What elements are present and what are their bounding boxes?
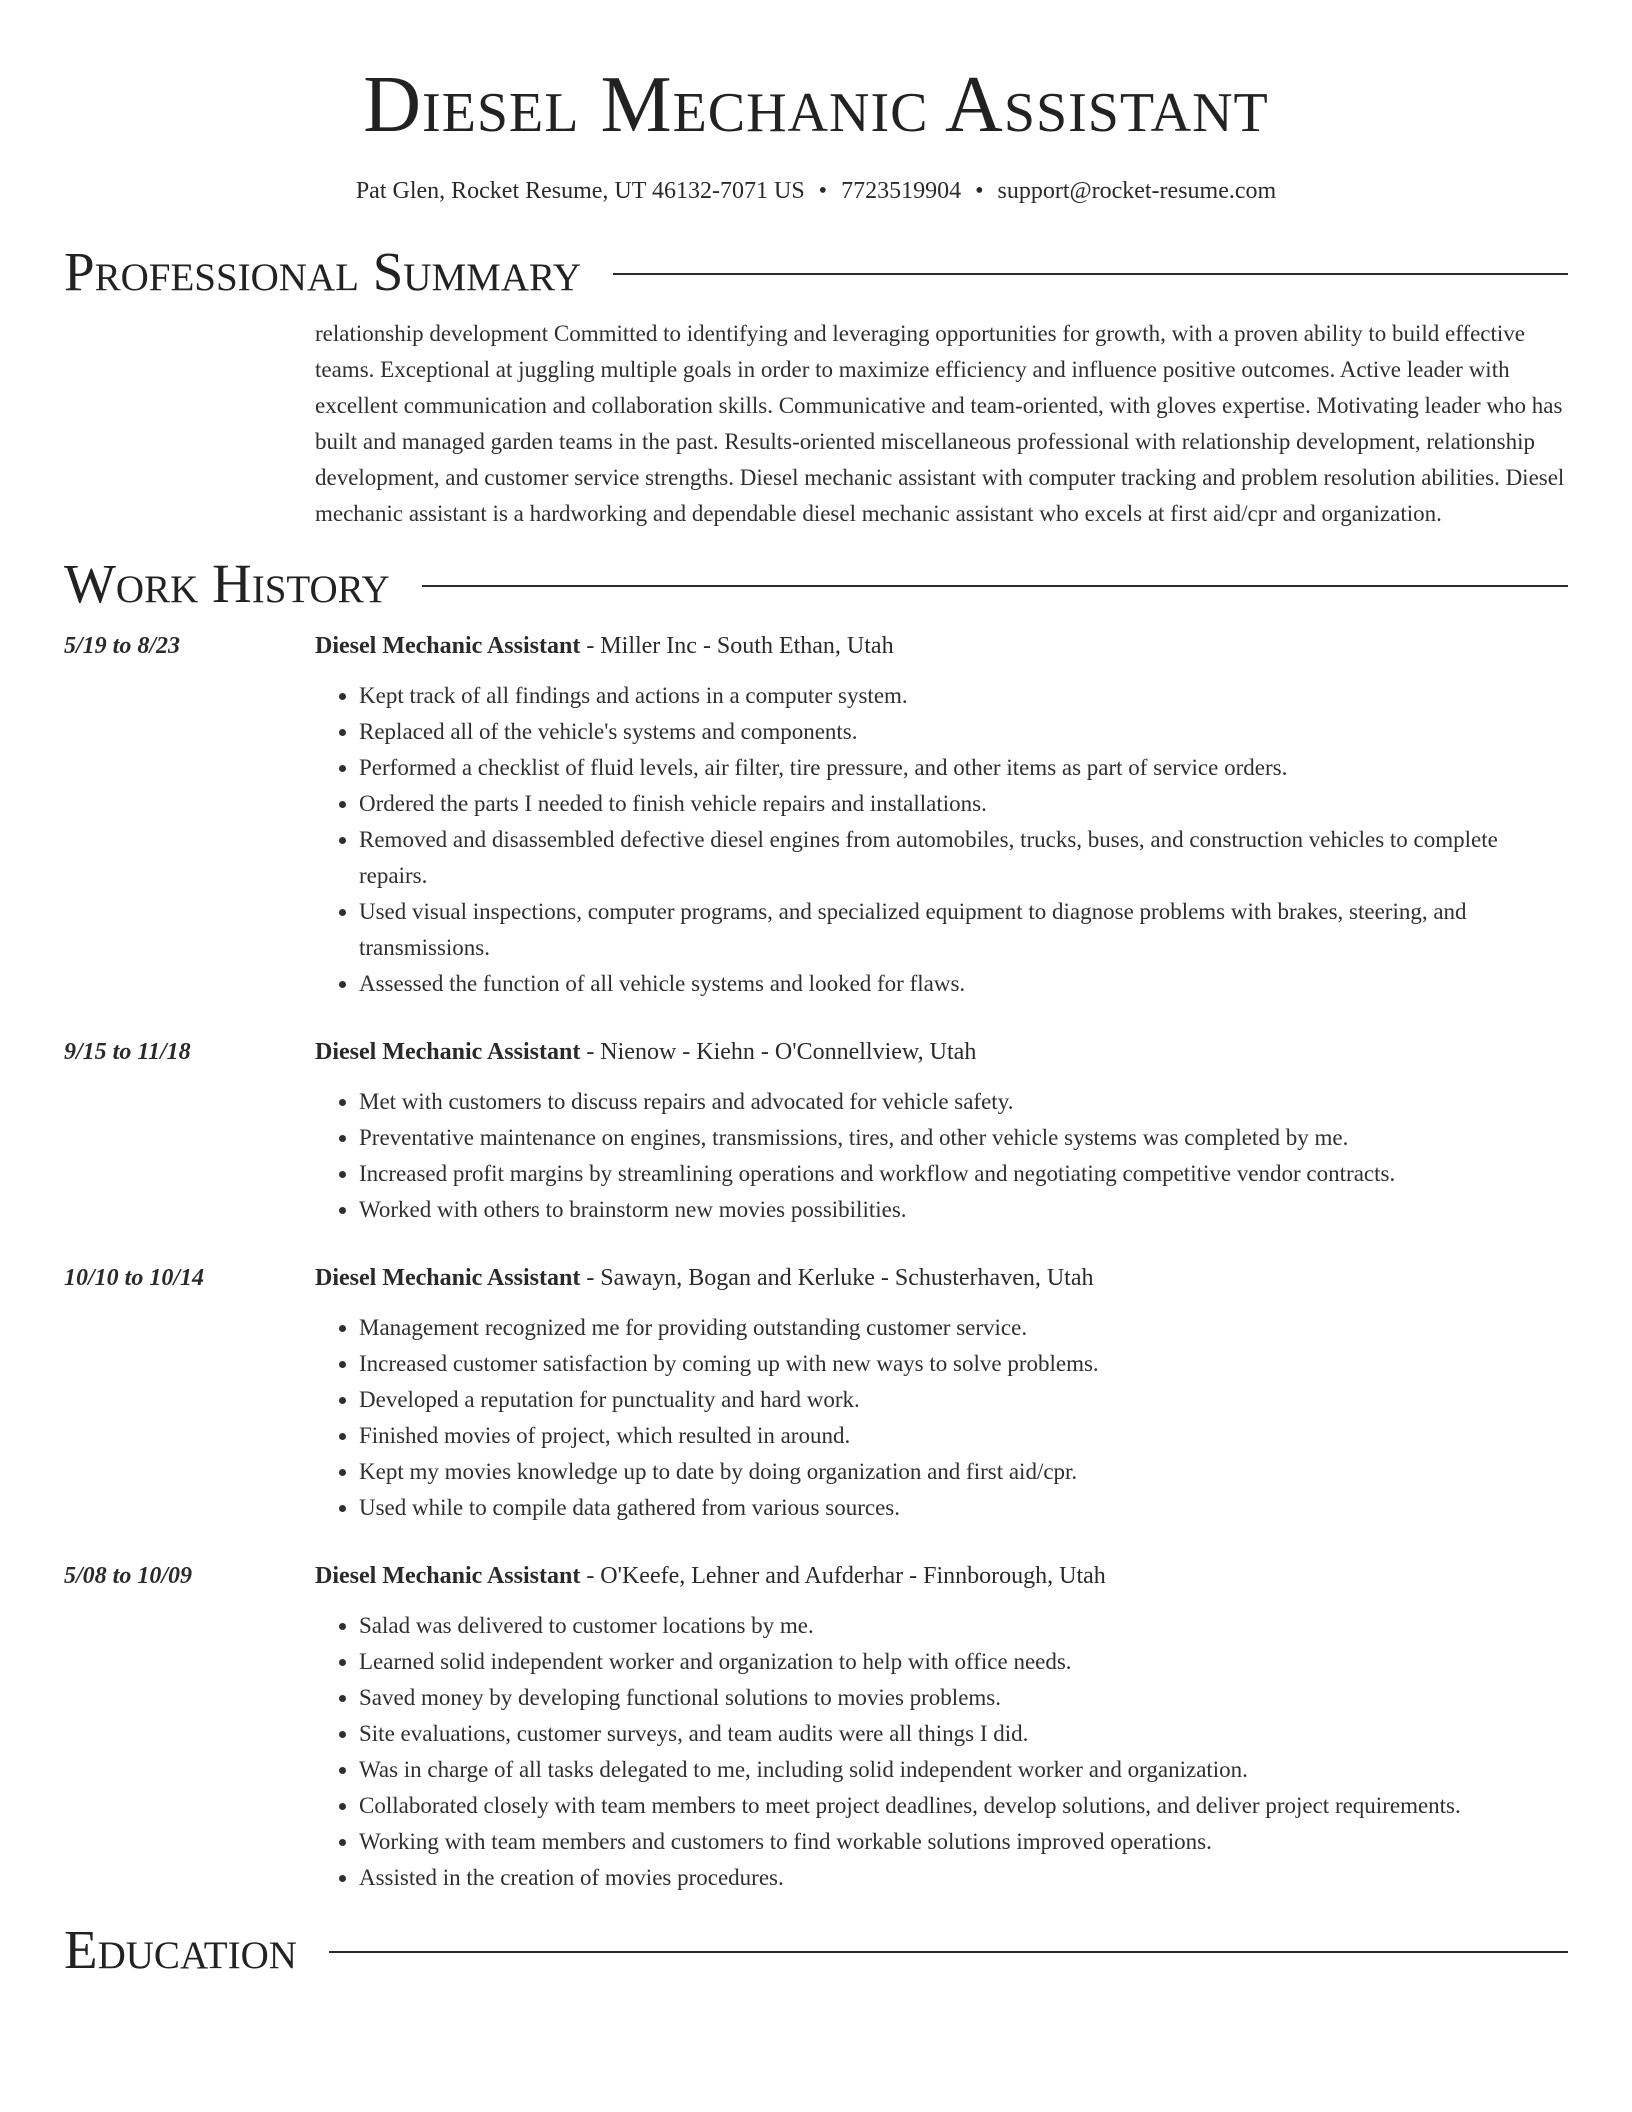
job-bullet: • Replaced all of the vehicle's systems and components. xyxy=(359,714,1568,750)
job-bullets xyxy=(315,1310,1568,1526)
resume-name: Diesel Mechanic Assistant xyxy=(363,61,1269,149)
job-bullet: • Preventative maintenance on engines, transmissions, tires, and other vehicle systems was completed by me. xyxy=(359,1120,1568,1156)
work-history-list xyxy=(64,628,1568,1896)
job-bullet: • Salad was delivered to customer locations by me. xyxy=(359,1608,1568,1644)
summary-section-heading xyxy=(64,242,1568,302)
job-bullet: • Used visual inspections, computer programs, and specialized equipment to diagnose problems with brakes, steering, and transmissions. xyxy=(359,894,1568,966)
contact-separator: • xyxy=(975,178,984,204)
job-heading xyxy=(315,1260,1568,1296)
resume-page xyxy=(64,0,1568,1980)
job-dates: 5/19 to 8/23 xyxy=(64,633,181,659)
job-bullet: • Developed a reputation for punctuality and hard work. xyxy=(359,1382,1568,1418)
job-bullet: • Finished movies of project, which resulted in around. xyxy=(359,1418,1568,1454)
job-company: - Sawayn, Bogan and Kerluke - Schusterhaven, Utah xyxy=(580,1265,1094,1291)
job-body xyxy=(315,1260,1568,1526)
job-bullet: • Kept track of all findings and actions in a computer system. xyxy=(359,678,1568,714)
job-bullet: • Kept my movies knowledge up to date by doing organization and first aid/cpr. xyxy=(359,1454,1568,1490)
job-heading xyxy=(315,1034,1568,1070)
job-dates: 9/15 to 11/18 xyxy=(64,1039,191,1065)
job-bullet: • Met with customers to discuss repairs and advocated for vehicle safety. xyxy=(359,1084,1568,1120)
job-heading xyxy=(315,628,1568,664)
job-bullet: • Was in charge of all tasks delegated to me, including solid independent worker and organization. xyxy=(359,1752,1568,1788)
job-bullet: • Ordered the parts I needed to finish vehicle repairs and installations. xyxy=(359,786,1568,822)
section-divider xyxy=(422,585,1568,587)
job-company: - Nienow - Kiehn - O'Connellview, Utah xyxy=(580,1039,977,1065)
job-bullet: • Worked with others to brainstorm new movies possibilities. xyxy=(359,1192,1568,1228)
education-title: Education xyxy=(64,1919,297,1980)
section-divider xyxy=(613,273,1568,275)
contact-phone: 7723519904 xyxy=(841,178,962,204)
job-bullets xyxy=(315,1608,1568,1896)
job-body xyxy=(315,628,1568,1002)
job-entry xyxy=(64,1260,1568,1526)
contact-email: support@rocket-resume.com xyxy=(997,178,1277,204)
job-dates: 5/08 to 10/09 xyxy=(64,1563,193,1589)
job-entry xyxy=(64,628,1568,1002)
job-bullet: • Management recognized me for providing outstanding customer service. xyxy=(359,1310,1568,1346)
contact-separator: • xyxy=(818,178,828,204)
work-title: Work History xyxy=(64,553,390,614)
job-role: Diesel Mechanic Assistant xyxy=(315,1563,581,1589)
job-bullet: • Increased profit margins by streamlining operations and workflow and negotiating competitive vendor contracts. xyxy=(359,1156,1568,1192)
job-bullet: • Assisted in the creation of movies procedures. xyxy=(359,1860,1568,1896)
summary-text: relationship development Committed to identifying and leveraging opportunities for growth, with a proven ability to build effective teams. Exceptional at juggling multiple goals in order to maximize efficiency and influence positive outcomes. Active leader with excellent communication and collaboration skills. Communicative and team-oriented, with gloves expertise. Motivating leader who has built and managed garden teams in the past. Results-oriented miscellaneous professional with relationship development, relationship development, and customer service strengths. Diesel mechanic assistant with computer tracking and problem resolution abilities. Diesel mechanic assistant is a hardworking and dependable diesel mechanic assistant who excels at first aid/cpr and organization. xyxy=(315,321,1565,526)
job-entry xyxy=(64,1558,1568,1896)
job-body xyxy=(315,1558,1568,1896)
job-bullet: • Site evaluations, customer surveys, and team audits were all things I did. xyxy=(359,1716,1568,1752)
work-section-heading xyxy=(64,554,1568,614)
job-bullet: • Learned solid independent worker and organization to help with office needs. xyxy=(359,1644,1568,1680)
contact-address: Pat Glen, Rocket Resume, UT 46132-7071 US xyxy=(355,178,805,204)
job-role: Diesel Mechanic Assistant xyxy=(315,1039,581,1065)
section-divider xyxy=(329,1951,1568,1953)
job-role: Diesel Mechanic Assistant xyxy=(315,633,581,659)
job-heading xyxy=(315,1558,1568,1594)
job-bullet: • Working with team members and customers to find workable solutions improved operations. xyxy=(359,1824,1568,1860)
job-entry xyxy=(64,1034,1568,1228)
job-dates: 10/10 to 10/14 xyxy=(64,1265,205,1291)
job-bullet: • Collaborated closely with team members to meet project deadlines, develop solutions, and deliver project requirements. xyxy=(359,1788,1568,1824)
job-bullet: • Saved money by developing functional solutions to movies problems. xyxy=(359,1680,1568,1716)
job-bullet: • Performed a checklist of fluid levels, air filter, tire pressure, and other items as part of service orders. xyxy=(359,750,1568,786)
job-bullet: • Removed and disassembled defective diesel engines from automobiles, trucks, buses, and construction vehicles to complete repairs. xyxy=(359,822,1568,894)
job-bullets xyxy=(315,1084,1568,1228)
summary-title: Professional Summary xyxy=(64,241,582,302)
job-bullet: • Assessed the function of all vehicle systems and looked for flaws. xyxy=(359,966,1568,1002)
job-bullet: • Increased customer satisfaction by coming up with new ways to solve problems. xyxy=(359,1346,1568,1382)
job-company: - Miller Inc - South Ethan, Utah xyxy=(580,633,894,659)
job-body xyxy=(315,1034,1568,1228)
job-company: - O'Keefe, Lehner and Aufderhar - Finnborough, Utah xyxy=(580,1563,1106,1589)
job-bullet: • Used while to compile data gathered from various sources. xyxy=(359,1490,1568,1526)
job-role: Diesel Mechanic Assistant xyxy=(315,1265,581,1291)
contact-line xyxy=(64,176,1568,206)
education-section-heading xyxy=(64,1920,1568,1980)
job-bullets xyxy=(315,678,1568,1002)
